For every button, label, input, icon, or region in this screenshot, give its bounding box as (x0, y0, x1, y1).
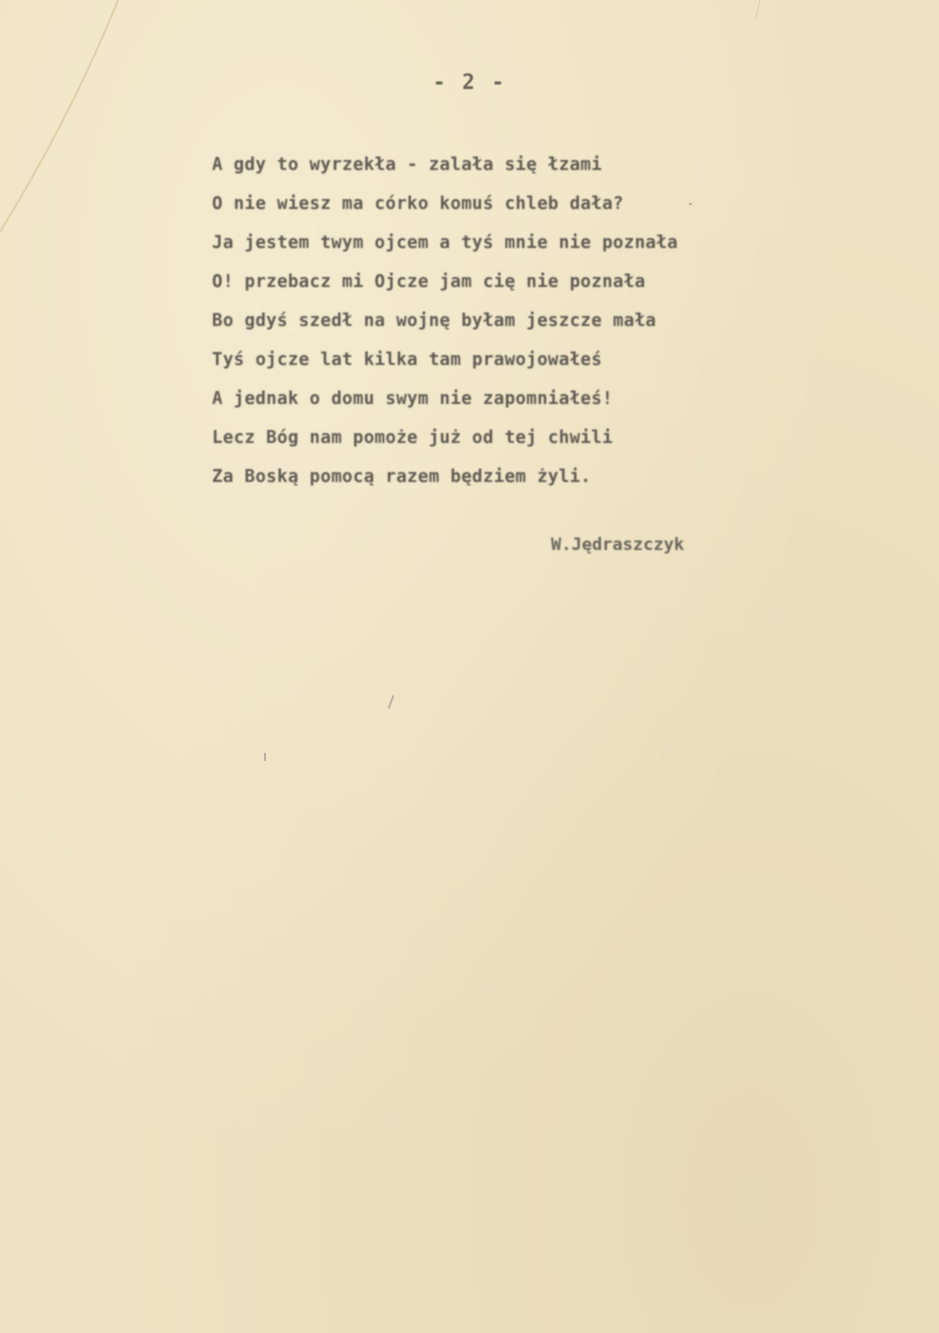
poem-line: O nie wiesz ma córko komuś chleb dała? (212, 194, 624, 214)
poem-line: O! przebacz mi Ojcze jam cię nie poznała (212, 272, 646, 292)
poem-line: Ja jestem twym ojcem a tyś mnie nie poznała (212, 233, 678, 253)
author-signature: W.Jędraszczyk (551, 535, 685, 555)
poem-line: A gdy to wyrzekła - zalała się łzami (212, 155, 603, 175)
poem-line: Tyś ojcze lat kilka tam prawojowałeś (212, 350, 603, 370)
poem-line: A jednak o domu swym nie zapomniałeś! (212, 389, 613, 409)
poem-line: Za Boską pomocą razem będziem żyli. (212, 467, 592, 487)
page-number: - 2 - (432, 70, 507, 94)
poem-body (212, 146, 812, 497)
paper-speck (689, 203, 692, 205)
paper-speck (264, 753, 266, 761)
poem-line: Bo gdyś szedł na wojnę byłam jeszcze mała (212, 311, 657, 331)
poem-line: Lecz Bóg nam pomoże już od tej chwili (212, 428, 613, 448)
